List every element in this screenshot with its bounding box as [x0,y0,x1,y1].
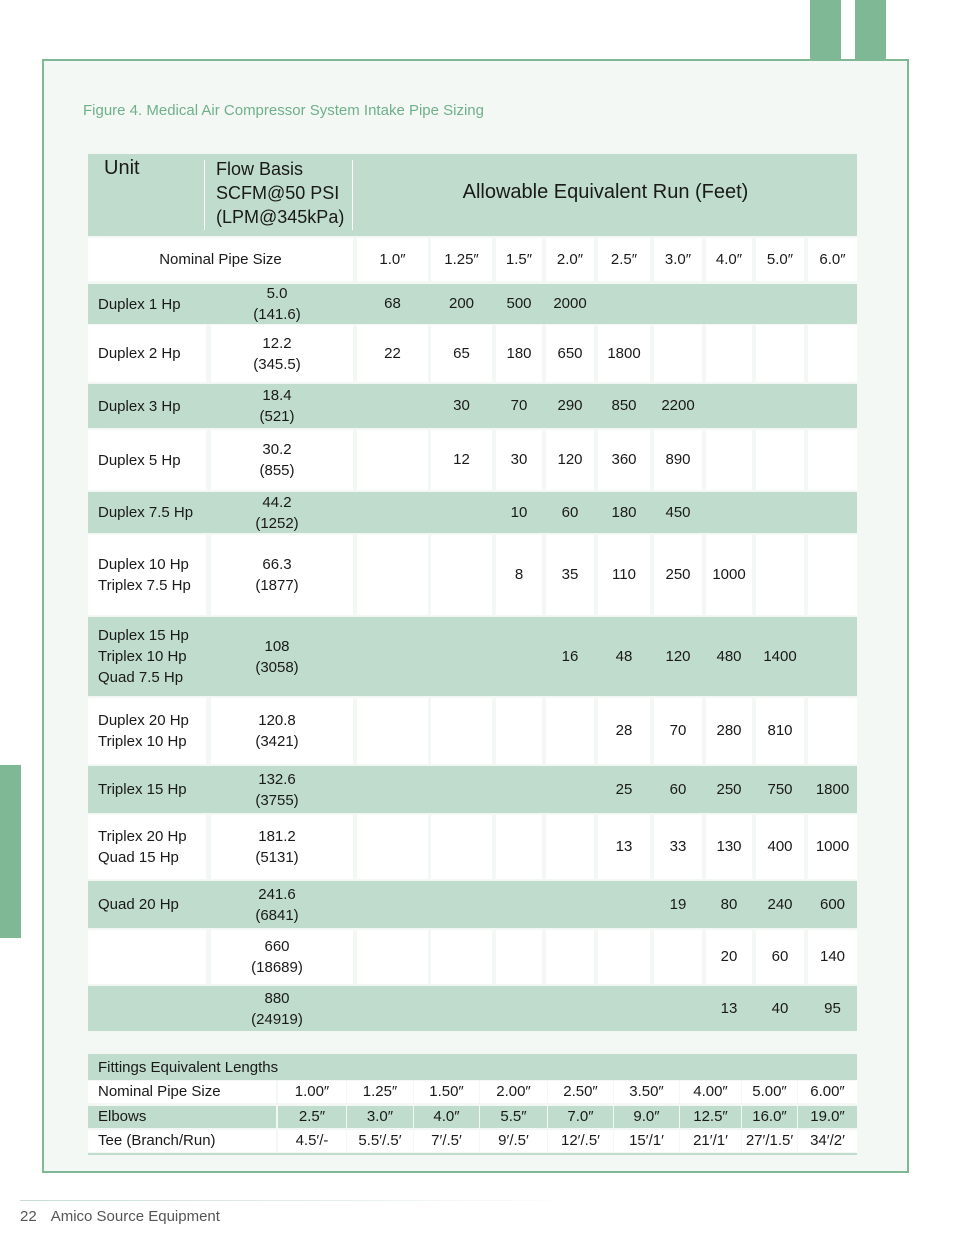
run-value: 250 [665,566,691,583]
header-flow [216,157,344,229]
fittings-cell: 5.00″ [742,1081,797,1103]
run-value: 19 [669,895,687,913]
fittings-cell: 4.0″ [414,1106,479,1128]
run-value: 30 [510,451,528,468]
run-value: 70 [669,722,687,739]
flow-value: (3058) [255,658,299,676]
fittings-cell: 1.25″ [347,1081,413,1103]
run-value: 180 [611,503,637,521]
fittings-cell: 6.00″ [798,1081,857,1103]
run-value: 1000 [815,838,850,855]
figure-caption: Figure 4. Medical Air Compressor System Intake Pipe Sizing [83,102,484,119]
flow-value: 66.3 [262,556,292,573]
fittings-cell: 21′/1′ [680,1130,741,1152]
flow-value: (24919) [251,1010,303,1028]
run-value: 33 [669,838,687,855]
fittings-cell: 2.5″ [278,1106,346,1128]
flow-value: (6841) [255,906,299,924]
run-value: 140 [819,948,846,965]
flow-value: 108 [264,637,290,655]
header-unit: Unit [104,157,140,179]
run-value: 750 [767,780,793,798]
fittings-cell: 16.0″ [742,1106,797,1128]
fittings-cell: 9.0″ [614,1106,679,1128]
table-row [88,617,857,696]
run-value: 60 [561,503,579,521]
run-value: 360 [611,451,637,468]
run-value: 10 [510,503,528,521]
run-value: 20 [720,948,738,965]
unit-label: Duplex 10 Hp [98,556,189,573]
value-cell-bg [357,430,428,490]
value-cell-bg [431,535,492,615]
unit-label: Triplex 10 Hp [98,733,187,750]
run-value: 500 [506,295,532,312]
run-value: 48 [615,647,633,665]
value-cell-bg [654,325,702,382]
fittings-cell: 4.00″ [680,1081,741,1103]
flow-value: (521) [259,408,295,425]
value-cell-bg [357,815,428,879]
footer-rule [20,1200,580,1201]
value-cell-bg [808,325,857,382]
fittings-cell: 15′/1′ [614,1130,679,1152]
fittings-cell: 3.0″ [347,1106,413,1128]
flow-value: 181.2 [258,828,296,845]
flow-value: 30.2 [262,441,292,458]
flow-value: 241.6 [258,885,296,903]
fittings-cell: 12′/.5′ [548,1130,613,1152]
value-cell-bg [546,815,594,879]
value-cell-bg [706,325,752,382]
fittings-cell: 7′/.5′ [414,1130,479,1152]
fittings-cell: 1.50″ [414,1081,479,1103]
run-value: 16 [561,647,579,665]
value-cell-bg [357,535,428,615]
nominal-size-cell: 4.0″ [706,238,752,281]
value-cell-bg [598,930,650,984]
unit-label: Quad 15 Hp [98,849,179,866]
run-value: 1800 [607,344,641,362]
fittings-cell: 2.50″ [548,1081,613,1103]
run-value: 250 [716,780,742,798]
run-value: 200 [448,295,475,312]
run-value: 60 [669,780,687,798]
run-value: 1800 [815,780,850,798]
table-row [88,986,857,1031]
flow-value: (345.5) [253,355,301,373]
run-value: 890 [665,451,691,468]
unit-label: Quad 7.5 Hp [98,669,184,686]
header-divider [352,160,353,230]
flow-value: 44.2 [262,493,292,511]
run-value: 280 [716,722,742,739]
header-divider [204,160,205,230]
run-value: 25 [615,780,633,798]
run-value: 110 [612,566,636,583]
run-value: 180 [506,344,532,362]
value-cell-bg [808,430,857,490]
value-cell-bg [756,325,804,382]
side-tab [0,765,21,938]
nominal-size-label: Nominal Pipe Size [88,238,353,281]
run-value: 400 [767,838,793,855]
fittings-cell: 7.0″ [548,1106,613,1128]
run-value: 95 [824,999,841,1017]
value-cell-bg [546,930,594,984]
unit-label: Duplex 5 Hp [98,451,181,469]
value-cell-bg [496,698,542,764]
nominal-size-cell: 2.5″ [598,238,650,281]
table-row [88,384,857,428]
flow-value: (3421) [255,733,299,750]
fittings-cell: 4.5′/- [278,1130,346,1152]
unit-label: Duplex 1 Hp [98,295,181,313]
run-value: 65 [453,344,470,362]
run-value: 68 [384,295,401,312]
fittings-row-label: Nominal Pipe Size [88,1081,276,1103]
run-value: 80 [720,895,738,913]
unit-label: Triplex 10 Hp [98,648,187,665]
fittings-cell: 2.00″ [480,1081,547,1103]
nominal-size-cell: 1.25″ [431,238,492,281]
fittings-cell: 34′/2′ [798,1130,857,1152]
flow-value: (5131) [255,849,299,866]
fittings-cell: 3.50″ [614,1081,679,1103]
run-value: 2200 [661,397,695,414]
value-cell-bg [808,698,857,764]
run-value: 290 [557,397,583,414]
run-value: 12 [453,451,470,468]
nominal-size-cell: 2.0″ [546,238,594,281]
run-value: 850 [611,397,637,414]
fittings-row-label: Tee (Branch/Run) [88,1130,276,1152]
run-value: 480 [716,647,742,665]
fittings-cell: 9′/.5′ [480,1130,547,1152]
flow-value: 5.0 [266,285,288,302]
run-value: 13 [615,838,633,855]
value-cell-bg [496,815,542,879]
run-value: 13 [720,999,738,1017]
fittings-cell: 19.0″ [798,1106,857,1128]
value-cell-bg [357,930,428,984]
table-row [88,881,857,928]
unit-label: Quad 20 Hp [98,896,179,913]
run-value: 22 [384,344,401,362]
value-cell-bg [431,698,492,764]
run-value: 30 [453,397,470,414]
nominal-size-cell: 3.0″ [654,238,702,281]
table-row [88,766,857,813]
value-cell-bg [808,535,857,615]
run-value: 70 [510,397,528,414]
run-value: 120 [557,451,583,468]
run-value: 8 [514,566,524,583]
run-value: 120 [665,647,691,665]
flow-value: 880 [264,989,290,1007]
fittings-row-label: Elbows [88,1106,276,1128]
run-value: 450 [665,503,691,521]
unit-label: Duplex 15 Hp [98,627,189,644]
flow-value: 12.2 [262,334,292,352]
value-cell-bg [431,815,492,879]
run-value: 650 [557,344,583,362]
unit-label: Triplex 15 Hp [98,781,187,798]
run-value: 600 [819,895,846,913]
run-value: 1400 [763,647,797,665]
flow-value: (18689) [251,959,303,976]
value-cell-bg [546,698,594,764]
page-number: 22 [20,1208,37,1225]
fittings-cell: 5.5′/.5′ [347,1130,413,1152]
table-row [88,492,857,533]
unit-label: Duplex 7.5 Hp [98,504,194,521]
flow-value: (1877) [255,577,299,594]
nominal-size-cell: 1.5″ [496,238,542,281]
unit-label: Triplex 7.5 Hp [98,577,191,594]
unit-cell [88,930,206,984]
value-cell-bg [706,430,752,490]
run-value: 1000 [712,566,746,583]
flow-value: (855) [259,462,295,479]
run-value: 2000 [553,295,587,312]
unit-label: Duplex 3 Hp [98,397,181,415]
run-value: 810 [767,722,793,739]
value-cell-bg [431,930,492,984]
value-cell-bg [756,535,804,615]
nominal-size-cell: 5.0″ [756,238,804,281]
fittings-cell: 1.00″ [278,1081,346,1103]
footer-text: Amico Source Equipment [50,1208,220,1225]
flow-value: 18.4 [262,387,292,404]
flow-value: 660 [264,938,290,955]
run-value: 35 [561,566,579,583]
unit-label: Duplex 2 Hp [98,345,181,362]
flow-value: (1252) [255,514,299,532]
value-cell-bg [654,930,702,984]
flow-value: 132.6 [258,770,296,788]
unit-label: Triplex 20 Hp [98,828,187,845]
header-flow-line: SCFM@50 PSI [216,183,340,203]
fittings-bottom-rule [88,1153,857,1155]
nominal-size-cell: 1.0″ [357,238,428,281]
unit-label: Duplex 20 Hp [98,712,189,729]
value-cell-bg [496,930,542,984]
fittings-cell: 5.5″ [480,1106,547,1128]
header-flow-line: (LPM@345kPa) [216,207,345,227]
header-run: Allowable Equivalent Run (Feet) [462,181,749,203]
fittings-title: Fittings Equivalent Lengths [88,1054,857,1080]
page-footer [20,1208,234,1225]
flow-value: 120.8 [258,712,296,729]
run-value: 28 [615,722,633,739]
run-value: 130 [716,838,742,855]
table-header [88,154,857,236]
value-cell-bg [756,430,804,490]
run-value: 240 [767,895,793,913]
fittings-cell: 12.5″ [680,1106,741,1128]
flow-value: (3755) [255,791,299,809]
run-value: 60 [771,948,789,965]
header-flow-line: Flow Basis [216,159,304,179]
nominal-size-cell: 6.0″ [808,238,857,281]
fittings-cell: 27′/1.5′ [742,1130,797,1152]
run-value: 40 [771,999,789,1017]
value-cell-bg [357,698,428,764]
flow-value: (141.6) [253,306,301,323]
